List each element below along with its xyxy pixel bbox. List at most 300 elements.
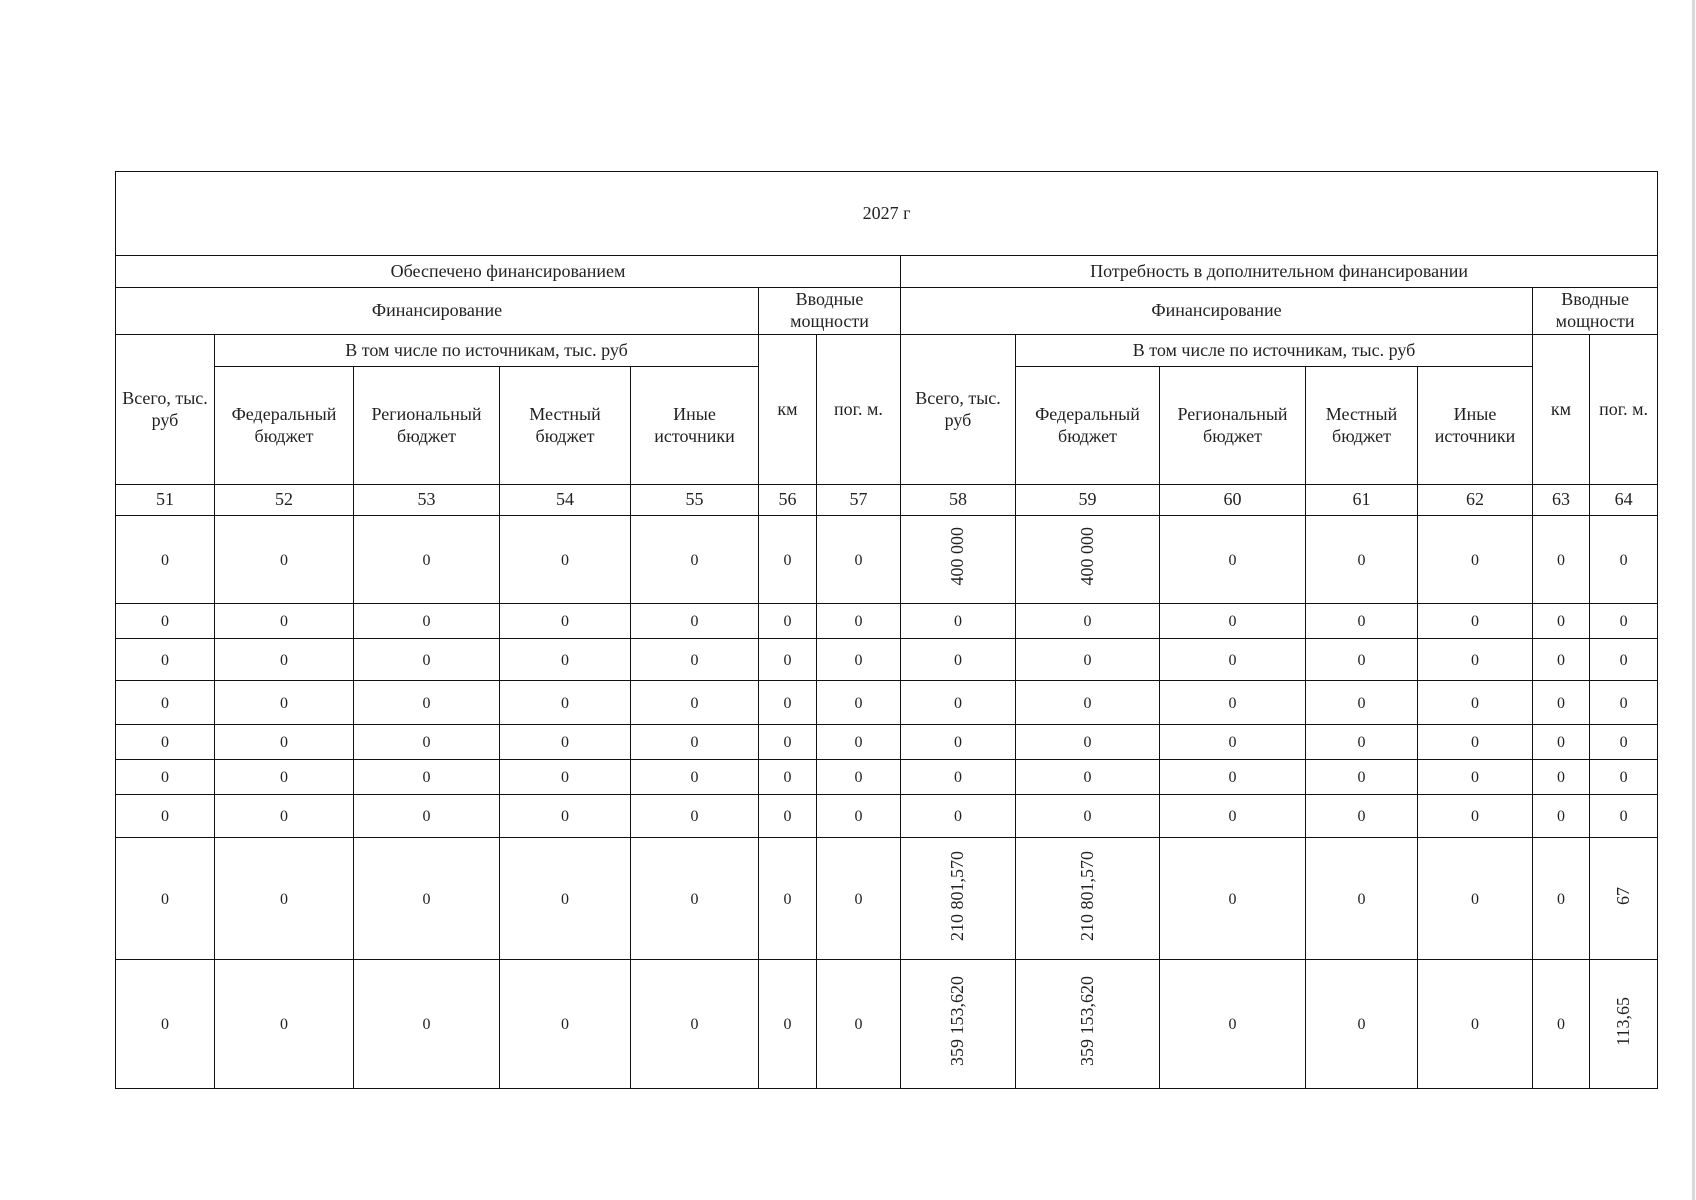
cell-value: 0 (854, 1016, 863, 1034)
cell-value: 0 (954, 613, 962, 631)
table-cell (1533, 960, 1590, 1089)
column-number: 63 (1533, 485, 1590, 516)
cell-value: 0 (783, 613, 792, 631)
table-cell (215, 760, 354, 795)
cell-value: 0 (690, 808, 699, 826)
cell-value: 0 (783, 890, 792, 908)
cell-value: 0 (1357, 1016, 1366, 1034)
table-cell (116, 725, 215, 760)
cell-value: 0 (690, 890, 699, 908)
cell-value: 0 (161, 734, 169, 752)
cell-value: 0 (1083, 694, 1092, 712)
cell-value: 0 (422, 551, 431, 569)
column-number: 57 (817, 485, 901, 516)
table-cell (1016, 960, 1160, 1089)
table-cell (1533, 639, 1590, 681)
table-cell (1418, 639, 1533, 681)
cell-value: 0 (690, 551, 699, 569)
cell-value: 0 (161, 808, 169, 826)
table-cell (1306, 795, 1418, 838)
cell-value: 210 801,570 (947, 850, 968, 941)
column-number: 61 (1306, 485, 1418, 516)
cell-value: 0 (1228, 613, 1237, 631)
table-cell (817, 760, 901, 795)
cell-value: 0 (690, 769, 699, 787)
col-federal-header: Федеральный бюджет (215, 367, 354, 485)
cell-value: 0 (561, 890, 569, 908)
table-cell (631, 516, 759, 604)
cell-value: 0 (1619, 613, 1628, 631)
table-cell (500, 838, 631, 960)
cell-value: 0 (1083, 769, 1092, 787)
cell-value: 0 (561, 769, 569, 787)
table-cell (500, 960, 631, 1089)
group-additional-header: Потребность в дополнительном финансировании (901, 256, 1658, 288)
table-cell (901, 681, 1016, 725)
table-cell (215, 960, 354, 1089)
table-cell (354, 760, 500, 795)
cell-value: 0 (1228, 890, 1237, 908)
cell-value: 0 (1357, 808, 1366, 826)
cell-value: 0 (690, 1016, 699, 1034)
cell-value: 210 801,570 (1076, 850, 1097, 941)
cell-value: 0 (1228, 694, 1237, 712)
table-cell (631, 960, 759, 1089)
table-cell (1306, 725, 1418, 760)
table-cell (354, 795, 500, 838)
cell-value: 0 (1228, 551, 1237, 569)
cell-value: 0 (161, 651, 169, 669)
column-number: 53 (354, 485, 500, 516)
table-cell (817, 795, 901, 838)
table-cell (500, 516, 631, 604)
table-cell (1016, 681, 1160, 725)
table-cell (1160, 725, 1306, 760)
capacity-header: Вводные мощности (1533, 288, 1658, 335)
cell-value: 400 000 (947, 527, 968, 586)
cell-value: 0 (161, 694, 169, 712)
col-km-header: км (759, 335, 817, 485)
table-cell (1016, 604, 1160, 639)
col-pog-header: пог. м. (1590, 335, 1658, 485)
cell-value: 0 (280, 769, 288, 787)
cell-value: 0 (280, 551, 288, 569)
table-row (116, 795, 1658, 838)
cell-value: 0 (1619, 734, 1628, 752)
cell-value: 0 (561, 1016, 569, 1034)
cell-value: 0 (1557, 808, 1565, 826)
cell-value: 67 (1612, 886, 1633, 905)
table-cell (500, 725, 631, 760)
table-cell (1160, 760, 1306, 795)
cell-value: 0 (422, 1016, 431, 1034)
table-cell (1016, 838, 1160, 960)
cell-value: 0 (561, 694, 569, 712)
table-cell (1590, 960, 1658, 1089)
table-cell (116, 604, 215, 639)
col-total-header: Всего, тыс. руб (116, 335, 215, 485)
column-number: 51 (116, 485, 215, 516)
cell-value: 0 (422, 694, 431, 712)
cell-value: 0 (1619, 651, 1628, 669)
cell-value: 0 (561, 808, 569, 826)
cell-value: 0 (1471, 808, 1479, 826)
table-cell (817, 960, 901, 1089)
cell-value: 0 (1471, 890, 1479, 908)
table-cell (631, 725, 759, 760)
table-cell (631, 760, 759, 795)
cell-value: 0 (280, 1016, 288, 1034)
cell-value: 0 (280, 694, 288, 712)
table-cell (1533, 760, 1590, 795)
table-cell (759, 604, 817, 639)
cell-value: 0 (954, 734, 962, 752)
table-cell (215, 795, 354, 838)
table-row (116, 838, 1658, 960)
col-local-header: Местный бюджет (500, 367, 631, 485)
table-cell (759, 760, 817, 795)
table-cell (1016, 639, 1160, 681)
col-regional-header: Региональный бюджет (1160, 367, 1306, 485)
cell-value: 0 (1619, 694, 1628, 712)
col-local-header: Местный бюджет (1306, 367, 1418, 485)
table-cell (759, 838, 817, 960)
table-cell (817, 516, 901, 604)
cell-value: 0 (954, 694, 962, 712)
table-cell (631, 681, 759, 725)
table-row (116, 725, 1658, 760)
cell-value: 0 (1557, 734, 1565, 752)
cell-value: 0 (854, 808, 863, 826)
table-cell (1160, 604, 1306, 639)
table-cell (1160, 795, 1306, 838)
table-cell (500, 795, 631, 838)
cell-value: 0 (561, 651, 569, 669)
table-cell (215, 604, 354, 639)
cell-value: 0 (1557, 694, 1565, 712)
table-cell (1418, 760, 1533, 795)
cell-value: 359 153,620 (1076, 976, 1097, 1067)
cell-value: 0 (1557, 769, 1565, 787)
table-cell (1306, 516, 1418, 604)
col-km-header: км (1533, 335, 1590, 485)
cell-value: 0 (854, 651, 863, 669)
table-cell (116, 838, 215, 960)
capacity-header: Вводные мощности (759, 288, 901, 335)
table-cell (215, 838, 354, 960)
column-number: 52 (215, 485, 354, 516)
table-cell (1160, 960, 1306, 1089)
table-cell (759, 681, 817, 725)
table-cell (354, 516, 500, 604)
cell-value: 0 (1083, 651, 1092, 669)
table-cell (1418, 681, 1533, 725)
table-cell (1533, 725, 1590, 760)
cell-value: 0 (783, 551, 792, 569)
table-cell (215, 639, 354, 681)
table-cell (215, 725, 354, 760)
cell-value: 0 (161, 1016, 169, 1034)
cell-value: 0 (854, 769, 863, 787)
cell-value: 0 (854, 694, 863, 712)
table-cell (116, 760, 215, 795)
table-cell (901, 960, 1016, 1089)
cell-value: 0 (1357, 890, 1366, 908)
table-cell (759, 639, 817, 681)
table-cell (1590, 604, 1658, 639)
column-number: 58 (901, 485, 1016, 516)
column-number: 54 (500, 485, 631, 516)
column-number-row (116, 485, 1658, 516)
cell-value: 0 (1557, 1016, 1565, 1034)
col-other-header: Иные источники (1418, 367, 1533, 485)
cell-value: 0 (1357, 613, 1366, 631)
cell-value: 0 (1557, 890, 1565, 908)
cell-value: 0 (1557, 613, 1565, 631)
col-total-header: Всего, тыс. руб (901, 335, 1016, 485)
table-cell (901, 795, 1016, 838)
cell-value: 0 (690, 734, 699, 752)
table-cell (1306, 760, 1418, 795)
table-cell (1306, 604, 1418, 639)
cell-value: 0 (561, 734, 569, 752)
cell-value: 0 (1228, 651, 1237, 669)
cell-value: 0 (1083, 808, 1092, 826)
table-cell (500, 639, 631, 681)
column-number: 64 (1590, 485, 1658, 516)
cell-value: 359 153,620 (947, 976, 968, 1067)
col-other-header: Иные источники (631, 367, 759, 485)
table-cell (631, 639, 759, 681)
col-regional-header: Региональный бюджет (354, 367, 500, 485)
cell-value: 0 (1471, 1016, 1479, 1034)
table-cell (759, 795, 817, 838)
table-row (116, 639, 1658, 681)
cell-value: 0 (1228, 734, 1237, 752)
table-cell (1590, 725, 1658, 760)
table-cell (1533, 795, 1590, 838)
table-cell (1016, 725, 1160, 760)
table-cell (1590, 760, 1658, 795)
table-cell (817, 604, 901, 639)
cell-value: 0 (1083, 734, 1092, 752)
table-cell (901, 516, 1016, 604)
table-cell (901, 838, 1016, 960)
table-cell (1533, 604, 1590, 639)
cell-value: 0 (690, 651, 699, 669)
table-cell (500, 760, 631, 795)
cell-value: 0 (954, 769, 962, 787)
table-cell (759, 516, 817, 604)
sources-header: В том числе по источникам, тыс. руб (215, 335, 759, 367)
cell-value: 0 (561, 613, 569, 631)
financing-table (115, 171, 1658, 1089)
cell-value: 0 (280, 890, 288, 908)
cell-value: 0 (783, 808, 792, 826)
financing-header: Финансирование (901, 288, 1533, 335)
table-cell (1418, 604, 1533, 639)
table-cell (1533, 516, 1590, 604)
table-cell (1306, 681, 1418, 725)
page-edge (1692, 0, 1695, 1200)
cell-value: 0 (1619, 769, 1628, 787)
table-cell (116, 795, 215, 838)
table-cell (901, 604, 1016, 639)
cell-value: 0 (783, 734, 792, 752)
cell-value: 0 (422, 734, 431, 752)
table-cell (1160, 838, 1306, 960)
column-number: 59 (1016, 485, 1160, 516)
column-number: 60 (1160, 485, 1306, 516)
cell-value: 0 (1471, 734, 1479, 752)
year-header: 2027 г (116, 172, 1658, 256)
cell-value: 0 (1471, 551, 1479, 569)
table-cell (1418, 795, 1533, 838)
table-cell (817, 681, 901, 725)
table-cell (116, 960, 215, 1089)
table-cell (116, 681, 215, 725)
column-number: 55 (631, 485, 759, 516)
cell-value: 0 (1619, 551, 1628, 569)
table-cell (1590, 681, 1658, 725)
table-cell (1418, 725, 1533, 760)
cell-value: 400 000 (1076, 527, 1097, 586)
table-cell (500, 681, 631, 725)
table-cell (354, 604, 500, 639)
table-row (116, 516, 1658, 604)
table-cell (631, 838, 759, 960)
table-cell (1418, 516, 1533, 604)
table-cell (1418, 838, 1533, 960)
cell-value: 0 (1083, 613, 1092, 631)
cell-value: 0 (1471, 694, 1479, 712)
table-cell (1590, 795, 1658, 838)
cell-value: 0 (1557, 551, 1565, 569)
table-cell (1016, 795, 1160, 838)
cell-value: 113,65 (1612, 996, 1633, 1046)
table-cell (116, 516, 215, 604)
cell-value: 0 (1471, 651, 1479, 669)
table-cell (1160, 681, 1306, 725)
table-row (116, 681, 1658, 725)
cell-value: 0 (954, 808, 962, 826)
cell-value: 0 (1357, 651, 1366, 669)
cell-value: 0 (783, 694, 792, 712)
cell-value: 0 (1619, 808, 1628, 826)
cell-value: 0 (1357, 694, 1366, 712)
cell-value: 0 (1357, 769, 1366, 787)
table-cell (1016, 516, 1160, 604)
table-cell (817, 639, 901, 681)
table-cell (354, 681, 500, 725)
cell-value: 0 (783, 1016, 792, 1034)
cell-value: 0 (280, 651, 288, 669)
cell-value: 0 (422, 613, 431, 631)
cell-value: 0 (1228, 769, 1237, 787)
cell-value: 0 (1557, 651, 1565, 669)
table-cell (354, 838, 500, 960)
cell-value: 0 (1357, 734, 1366, 752)
cell-value: 0 (690, 613, 699, 631)
sources-header: В том числе по источникам, тыс. руб (1016, 335, 1533, 367)
cell-value: 0 (280, 734, 288, 752)
table-cell (1160, 516, 1306, 604)
table-cell (759, 960, 817, 1089)
group-provided-header: Обеспечено финансированием (116, 256, 901, 288)
cell-value: 0 (854, 734, 863, 752)
cell-value: 0 (1228, 808, 1237, 826)
cell-value: 0 (422, 651, 431, 669)
table-cell (631, 604, 759, 639)
table-cell (1016, 760, 1160, 795)
cell-value: 0 (422, 808, 431, 826)
table-cell (354, 960, 500, 1089)
table-cell (116, 639, 215, 681)
cell-value: 0 (954, 651, 962, 669)
table-cell (215, 681, 354, 725)
table-cell (1590, 639, 1658, 681)
cell-value: 0 (280, 808, 288, 826)
cell-value: 0 (854, 551, 863, 569)
cell-value: 0 (161, 769, 169, 787)
cell-value: 0 (854, 613, 863, 631)
table-cell (759, 725, 817, 760)
cell-value: 0 (854, 890, 863, 908)
table-cell (1590, 838, 1658, 960)
cell-value: 0 (1357, 551, 1366, 569)
cell-value: 0 (1471, 613, 1479, 631)
cell-value: 0 (783, 769, 792, 787)
col-pog-header: пог. м. (817, 335, 901, 485)
table-cell (1533, 838, 1590, 960)
table-cell (1306, 838, 1418, 960)
cell-value: 0 (422, 890, 431, 908)
table-cell (817, 838, 901, 960)
table-cell (1160, 639, 1306, 681)
table-cell (354, 725, 500, 760)
table-cell (901, 639, 1016, 681)
table-cell (354, 639, 500, 681)
column-number: 56 (759, 485, 817, 516)
cell-value: 0 (1471, 769, 1479, 787)
column-number: 62 (1418, 485, 1533, 516)
table-cell (817, 725, 901, 760)
cell-value: 0 (161, 890, 169, 908)
table-cell (631, 795, 759, 838)
table-cell (215, 516, 354, 604)
table-cell (1590, 516, 1658, 604)
table-cell (1533, 681, 1590, 725)
cell-value: 0 (783, 651, 792, 669)
table-cell (1418, 960, 1533, 1089)
table-row (116, 960, 1658, 1089)
table-cell (500, 604, 631, 639)
cell-value: 0 (1228, 1016, 1237, 1034)
table-cell (1306, 639, 1418, 681)
cell-value: 0 (161, 613, 169, 631)
cell-value: 0 (690, 694, 699, 712)
cell-value: 0 (422, 769, 431, 787)
table-cell (901, 760, 1016, 795)
table-cell (1306, 960, 1418, 1089)
financing-header: Финансирование (116, 288, 759, 335)
table-cell (901, 725, 1016, 760)
cell-value: 0 (161, 551, 169, 569)
table-row (116, 760, 1658, 795)
col-federal-header: Федеральный бюджет (1016, 367, 1160, 485)
table-row (116, 604, 1658, 639)
cell-value: 0 (280, 613, 288, 631)
